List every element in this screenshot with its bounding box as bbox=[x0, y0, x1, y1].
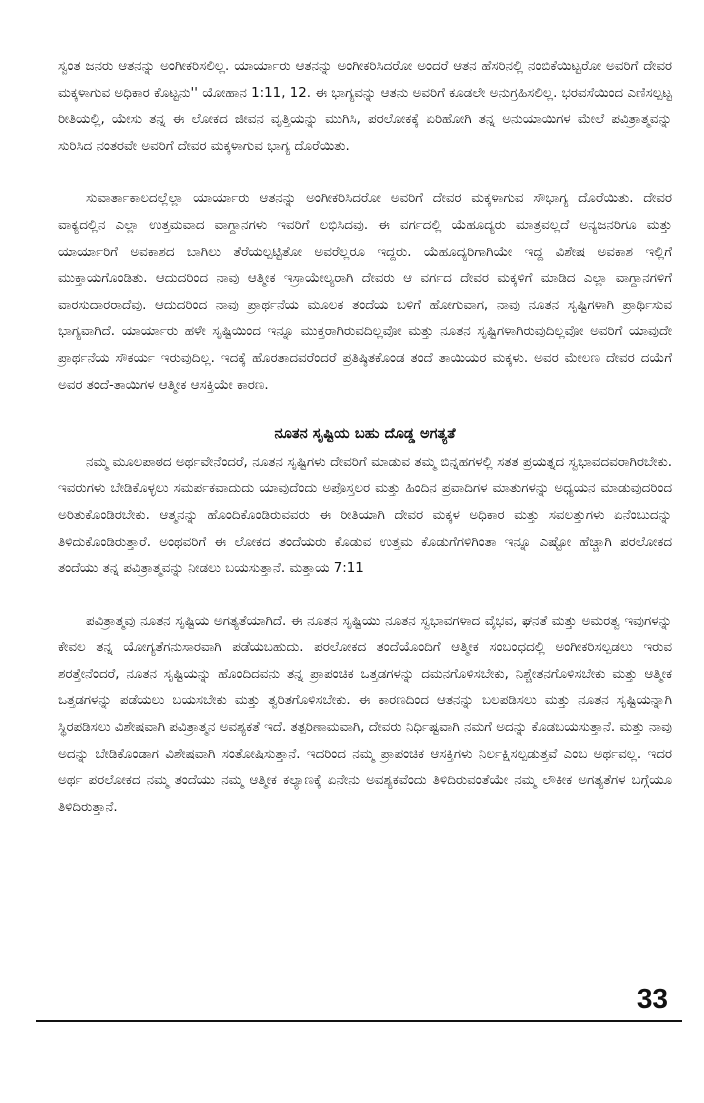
page-number: 33 bbox=[636, 983, 668, 1014]
paragraph-4: ಪವಿತ್ರಾತ್ಮವು ನೂತನ ಸೃಷ್ಟಿಯ ಅಗತ್ಯತೆಯಾಗಿದೆ. ಈ ನೂತನ ಸೃಷ್ಟಿಯು ನೂತನ ಸ್ವಭಾವಗಳಾದ ವೈಭವ, ಘನತೆ ಮತ್ತು ಅಮರತ್ವ ಇವುಗಳನ್ನು ಕೇವಲ ತನ್ನ ಯೋಗ್ಯತೆಗನುಸಾರವಾಗಿ ಪಡೆಯಬಹುದು. ಪರಲೋಕದ ತಂದೆಯೊಂದಿಗೆ ಆತ್ಮೀಕ ಸಂಬಂಧದಲ್ಲಿ ಅಂಗೀಕರಿಸಲ್ಪಡಲು ಇರುವ ಶರತ್ತೇನೆಂದರೆ, ನೂತನ ಸೃಷ್ಟಿಯನ್ನು ಹೊಂದಿದವನು ತನ್ನ ಪ್ರಾಪಂಚಿಕ ಒತ್ತಡಗಳನ್ನು ದಮನಗೊಳಿಸಬೇಕು, ನಿಶ್ಚೇತನಗೊಳಿಸಬೇಕು ಮತ್ತು ಆತ್ಮೀಕ ಒತ್ತಡಗಳನ್ನು ಪಡೆಯಲು ಬಯಸಬೇಕು ಮತ್ತು ತ್ವರಿತಗೊಳಿಸಬೇಕು. ಈ ಕಾರಣದಿಂದ ಆತನನ್ನು ಬಲಪಡಿಸಲು ಮತ್ತು ನೂತನ ಸೃಷ್ಟಿಯನ್ನಾಗಿ ಸ್ಥಿರಪಡಿಸಲು ವಿಶೇಷವಾಗಿ ಪವಿತ್ರಾತ್ಮನ ಅವಶ್ಯಕತೆ ಇದೆ. ತತ್ಪರಿಣಾಮವಾಗಿ, ದೇವರು ನಿರ್ಧಿಷ್ಟವಾಗಿ ನಮಗೆ ಅದನ್ನು ಕೊಡಬಯಸುತ್ತಾನೆ. ಮತ್ತು ನಾವು ಅದನ್ನು ಬೇಡಿಕೊಂಡಾಗ ವಿಶೇಷವಾಗಿ ಸಂತೋಷಿಸುತ್ತಾನೆ. ಇದರಿಂದ ನಮ್ಮ ಪ್ರಾಪಂಚಿಕ ಆಸಕ್ತಿಗಳು ನಿರ್ಲಕ್ಷಿಸಲ್ಪಡುತ್ತವೆ ಎಂಬ ಅರ್ಥವಲ್ಲ. ಇದರ ಅರ್ಥ ಪರಲೋಕದ ನಮ್ಮ ತಂದೆಯು ನಮ್ಮ ಆತ್ಮೀಕ ಕಲ್ಯಾಣಕ್ಕೆ ಏನೇನು ಅವಶ್ಯಕವೆಂದು ತಿಳಿದಿರುವಂತೆಯೇ ನಮ್ಮ ಲೌಕೀಕ ಅಗತ್ಯತೆಗಳ ಬಗ್ಗೆಯೂ ತಿಳಿದಿರುತ್ತಾನೆ. bbox=[58, 613, 672, 815]
paragraph-1: ಸ್ವಂತ ಜನರು ಆತನನ್ನು ಅಂಗೀಕರಿಸಲಿಲ್ಲ. ಯಾರ್ಯಾರು ಆತನನ್ನು ಅಂಗೀಕರಿಸಿದರೋ ಅಂದರೆ ಆತನ ಹೆಸರಿನಲ್ಲಿ ನಂಬಿಕೆಯಿಟ್ಟರೋ ಅವರಿಗೆ ದೇವರ ಮಕ್ಕಳಾಗುವ ಅಧಿಕಾರ ಕೊಟ್ಟನು'' ಯೋಹಾನ 1:11, 12. ಈ ಭಾಗ್ಯವನ್ನು ಆತನು ಅವರಿಗೆ ಕೂಡಲೇ ಅನುಗ್ರಹಿಸಲಿಲ್ಲ. ಭರವಸೆಯಿಂದ ಎಣಿಸಲ್ಪಟ್ಟ ರೀತಿಯಲ್ಲಿ, ಯೇಸು ತನ್ನ ಈ ಲೋಕದ ಜೀವನ ವೃತ್ತಿಯನ್ನು ಮುಗಿಸಿ, ಪರಲೋಕಕ್ಕೆ ಏರಿಹೋಗಿ ತನ್ನ ಅನುಯಾಯಿಗಳ ಮೇಲೆ ಪವಿತ್ರಾತ್ಮವನ್ನು ಸುರಿಸಿದ ನಂತರವೇ ಅವರಿಗೆ ದೇವರ ಮಕ್ಕಳಾಗುವ ಭಾಗ್ಯ ದೊರೆಯಿತು. bbox=[58, 59, 672, 154]
page-body bbox=[58, 54, 672, 847]
paragraph-2: ಸುವಾರ್ತಾಕಾಲದಲ್ಲೆಲ್ಲಾ ಯಾರ್ಯಾರು ಆತನನ್ನು ಅಂಗೀಕರಿಸಿದರೋ ಅವರಿಗೆ ದೇವರ ಮಕ್ಕಳಾಗುವ ಸೌಭಾಗ್ಯ ದೊರೆಯಿತು. ದೇವರ ವಾಕ್ಯದಲ್ಲಿನ ಎಲ್ಲಾ ಉತ್ತಮವಾದ ವಾಗ್ದಾನಗಳು ಇವರಿಗೆ ಲಭಿಸಿದವು. ಈ ವರ್ಗದಲ್ಲಿ ಯೆಹೂದ್ಯರು ಮಾತ್ರವಲ್ಲದೆ ಅನ್ಯಜನರಿಗೂ ಮತ್ತು ಯಾರ್ಯಾರಿಗೆ ಅವಕಾಶದ ಬಾಗಿಲು ತೆರೆಯಲ್ಪಟ್ಟಿತೋ ಅವರೆಲ್ಲರೂ ಇದ್ದರು. ಯೆಹೂದ್ಯರಿಗಾಗಿಯೇ ಇದ್ದ ವಿಶೇಷ ಅವಕಾಶ ಇಲ್ಲಿಗೆ ಮುಕ್ತಾಯಗೊಂಡಿತು. ಆದುದರಿಂದ ನಾವು ಆತ್ಮೀಕ ಇಸ್ರಾಯೇಲ್ಯರಾಗಿ ದೇವರು ಆ ವರ್ಗದ ದೇವರ ಮಕ್ಕಳಿಗೆ ಮಾಡಿದ ಎಲ್ಲಾ ವಾಗ್ದಾನಗಳಿಗೆ ವಾರಸುದಾರರಾದೆವು. ಆದುದರಿಂದ ನಾವು ಪ್ರಾರ್ಥನೆಯ ಮೂಲಕ ತಂದೆಯ ಬಳಿಗೆ ಹೋಗುವಾಗ, ನಾವು ನೂತನ ಸೃಷ್ಟಿಗಳಾಗಿ ಪ್ರಾರ್ಥಿಸುವ ಭಾಗ್ಯವಾಗಿದೆ. ಯಾರ್ಯಾರು ಹಳೇ ಸೃಷ್ಟಿಯಿಂದ ಇನ್ನೂ ಮುಕ್ತರಾಗಿರುವದಿಲ್ಲವೋ ಮತ್ತು ನೂತನ ಸೃಷ್ಟಿಗಳಾಗಿರುವುದಿಲ್ಲವೋ ಅವರಿಗೆ ಯಾವುದೇ ಪ್ರಾರ್ಥನೆಯ ಸೌಕರ್ಯ ಇರುವುದಿಲ್ಲ. ಇದಕ್ಕೆ ಹೊರತಾದವರೆಂದರೆ ಪ್ರತಿಷ್ಠಿತಕೊಂಡ ತಂದೆ ತಾಯಿಯರ ಮಕ್ಕಳು. ಅವರ ಮೇಲಣ ದೇವರ ದಯೆಗೆ ಅವರ ತಂದೆ-ತಾಯಿಗಳ ಆತ್ಮೀಕ ಆಸಕ್ತಿಯೇ ಕಾರಣ. bbox=[58, 191, 672, 393]
paragraph-3: ನಮ್ಮ ಮೂಲಪಾಠದ ಅರ್ಥವೇನೆಂದರೆ, ನೂತನ ಸೃಷ್ಟಿಗಳು ದೇವರಿಗೆ ಮಾಡುವ ತಮ್ಮ ಬಿನ್ನಹಗಳಲ್ಲಿ ಸತತ ಪ್ರಯತ್ನದ ಸ್ವಭಾವದವರಾಗಿರಬೇಕು. ಇವರುಗಳು ಬೇಡಿಕೊಳ್ಳಲು ಸಮರ್ಪಕವಾದುದು ಯಾವುದೆಂದು ಅಪೊಸ್ತಲರ ಮತ್ತು ಹಿಂದಿನ ಪ್ರವಾದಿಗಳ ಮಾತುಗಳನ್ನು ಅಧ್ಯಯನ ಮಾಡುವುದರಿಂದ ಅರಿತುಕೊಂಡಿರಬೇಕು. ಆತ್ಮನನ್ನು ಹೊಂದಿಕೊಂಡಿರುವವರು ಈ ರೀತಿಯಾಗಿ ದೇವರ ಮಕ್ಕಳ ಅಧಿಕಾರ ಮತ್ತು ಸವಲತ್ತುಗಳು ಏನೆಂಬುದನ್ನು ತಿಳಿದುಕೊಂಡಿರುತ್ತಾರೆ. ಅಂಥವರಿಗೆ ಈ ಲೋಕದ ತಂದೆಯರು ಕೊಡುವ ಉತ್ತಮ ಕೊಡುಗೆಗಳಿಗಿಂತಾ ಇನ್ನೂ ಎಷ್ಟೋ ಹೆಚ್ಚಾಗಿ ಪರಲೋಕದ ತಂದೆಯು ತನ್ನ ಪವಿತ್ರಾತ್ಮವನ್ನು ನೀಡಲು ಬಯಸುತ್ತಾನೆ. ಮತ್ತಾಯ 7:11 bbox=[58, 454, 672, 577]
section-heading: ನೂತನ ಸೃಷ್ಟಿಯ ಬಹು ದೊಡ್ಡ ಅಗತ್ಯತೆ bbox=[274, 425, 456, 443]
footer-rule bbox=[36, 1020, 682, 1022]
